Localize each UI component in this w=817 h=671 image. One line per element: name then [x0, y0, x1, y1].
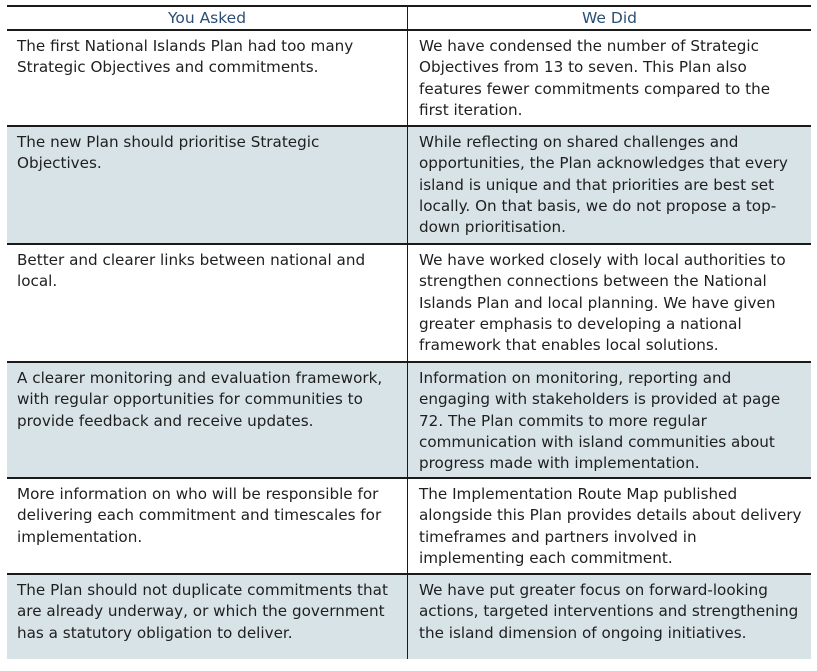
- row-2-asked: The new Plan should prioritise Strategic Objectives.: [7, 127, 408, 245]
- row-6-asked: The Plan should not duplicate commitments that are already underway, or which the government has a statutory obligation to deliver.: [7, 575, 408, 659]
- row-4-asked: A clearer monitoring and evaluation framework, with regular opportunities for communities to provide feedback and receive updates.: [7, 363, 408, 479]
- row-1-asked: The first National Islands Plan had too many Strategic Objectives and commitments.: [7, 31, 408, 127]
- row-4-did: Information on monitoring, reporting and engaging with stakeholders is provided at page 72. The Plan commits to more regular communication with island communities about progress made with implementation.: [408, 363, 811, 479]
- header-we-did: We Did: [408, 5, 811, 31]
- row-2-did: While reflecting on shared challenges and opportunities, the Plan acknowledges that every island is unique and that priorities are best set locally. On that basis, we do not propose a top-down prioritisation.: [408, 127, 811, 245]
- row-3-asked: Better and clearer links between national and local.: [7, 245, 408, 363]
- row-5-did: The Implementation Route Map published alongside this Plan provides details about delivery timeframes and partners involved in implementing each commitment.: [408, 479, 811, 575]
- row-5-asked: More information on who will be responsible for delivering each commitment and timescales for implementation.: [7, 479, 408, 575]
- row-1-did: We have condensed the number of Strategic Objectives from 13 to seven. This Plan also features fewer commitments compared to the first iteration.: [408, 31, 811, 127]
- row-6-did: We have put greater focus on forward-looking actions, targeted interventions and strengthening the island dimension of ongoing initiatives.: [408, 575, 811, 659]
- header-you-asked: You Asked: [7, 5, 408, 31]
- row-3-did: We have worked closely with local authorities to strengthen connections between the National Islands Plan and local planning. We have given greater emphasis to developing a national framework that enables local solutions.: [408, 245, 811, 363]
- you-asked-we-did-table: [7, 5, 811, 659]
